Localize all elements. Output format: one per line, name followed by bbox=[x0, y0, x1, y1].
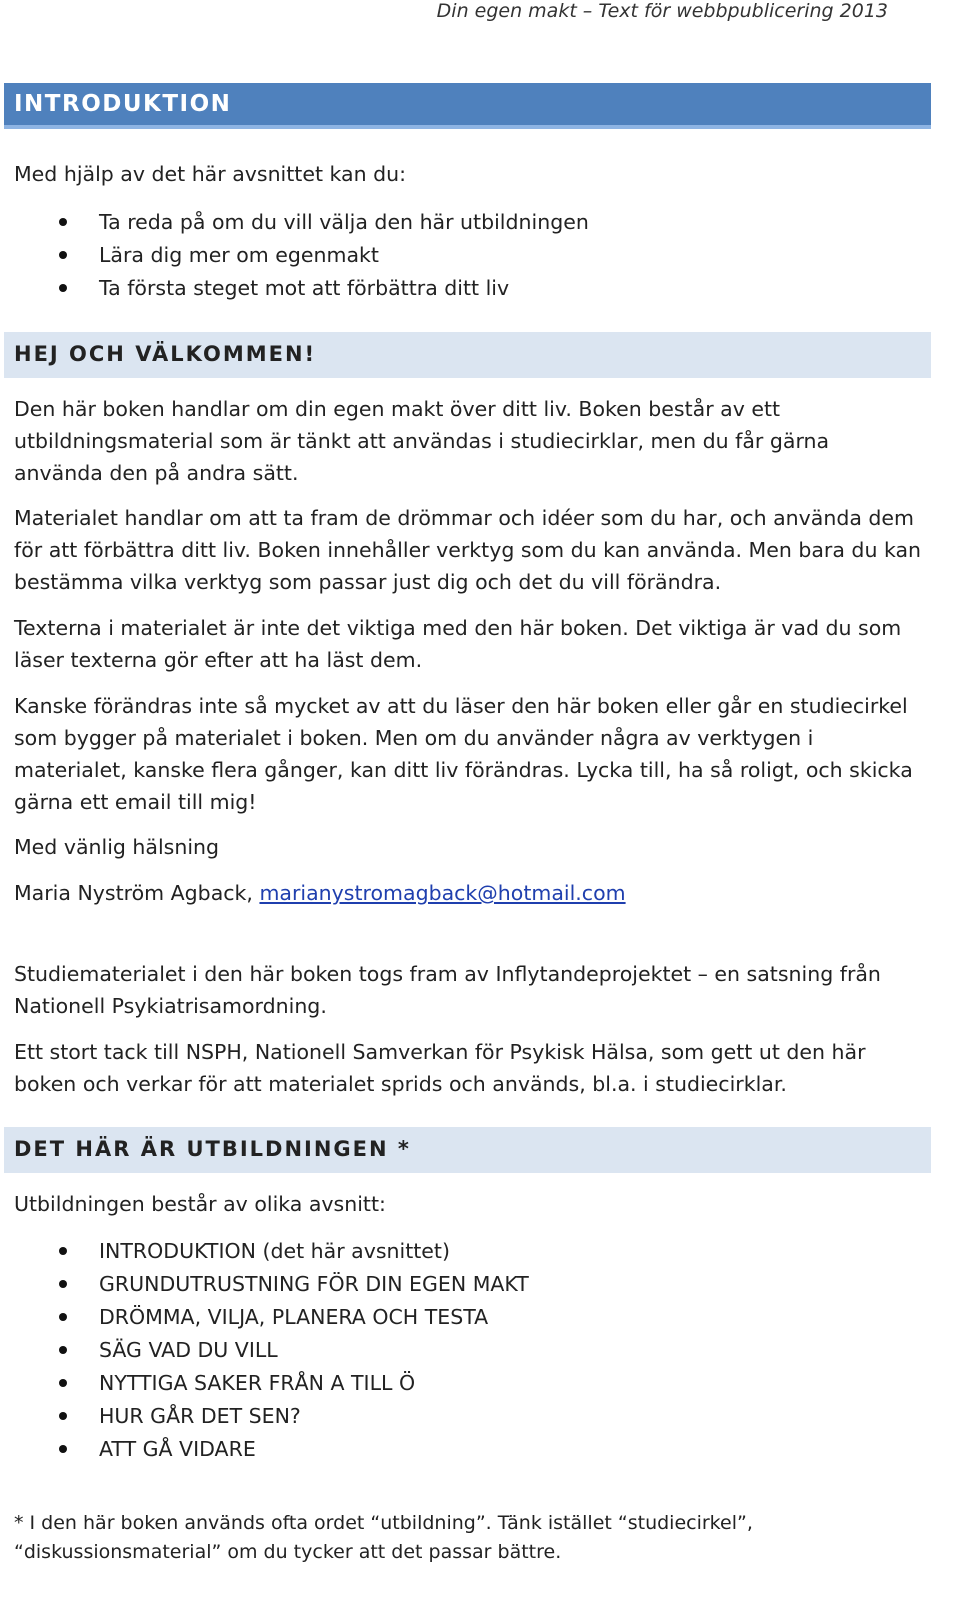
section-item-2: GRUNDUTRUSTNING FÖR DIN EGEN MAKT bbox=[99, 1272, 529, 1296]
intro-bullet-2: Lära dig mer om egenmakt bbox=[99, 243, 379, 267]
signature-name: Maria Nyström Agback, bbox=[14, 881, 253, 905]
section-item-4: SÄG VAD DU VILL bbox=[99, 1338, 278, 1362]
running-header: Din egen makt – Text för webbpublicering 2013 bbox=[436, 0, 888, 22]
section-item-1: INTRODUKTION (det här avsnittet) bbox=[99, 1239, 450, 1263]
education-lead: Utbildningen består av olika avsnitt: bbox=[14, 1192, 386, 1216]
section-item-7: ATT GÅ VIDARE bbox=[99, 1437, 256, 1461]
bullet-icon bbox=[59, 251, 67, 259]
section-item-3: DRÖMMA, VILJA, PLANERA OCH TESTA bbox=[99, 1305, 489, 1329]
email-link[interactable]: marianystromagback@hotmail.com bbox=[259, 881, 626, 905]
bullet-icon bbox=[59, 284, 67, 292]
intro-lead: Med hjälp av det här avsnittet kan du: bbox=[14, 162, 406, 186]
section-item-5: NYTTIGA SAKER FRÅN A TILL Ö bbox=[99, 1371, 416, 1395]
bullet-icon bbox=[59, 218, 67, 226]
bullet-icon bbox=[59, 1280, 67, 1288]
intro-heading: INTRODUKTION bbox=[14, 91, 232, 117]
welcome-paragraph-2: Materialet handlar om att ta fram de drömmar och idéer som du har, och använda dem för att förbättra ditt liv. Boken innehåller verktyg som du kan använda. Men bara du kan bestämma vilka verktyg som passar just dig och det du vill förändra. bbox=[14, 506, 922, 594]
signature bbox=[14, 877, 924, 909]
footnote: * I den här boken används ofta ordet “utbildning”. Tänk istället “studiecirkel”, “diskussionsmaterial” om du tycker att det passar bättre. bbox=[14, 1512, 753, 1563]
bullet-icon bbox=[59, 1247, 67, 1255]
intro-bullet-3: Ta första steget mot att förbättra ditt liv bbox=[99, 276, 510, 300]
bullet-icon bbox=[59, 1313, 67, 1321]
credits-paragraph-2: Ett stort tack till NSPH, Nationell Samverkan för Psykisk Hälsa, som gett ut den här boken och verkar för att materialet sprids och används, bl.a. i studiecirklar. bbox=[14, 1040, 866, 1096]
bullet-icon bbox=[59, 1346, 67, 1354]
bullet-icon bbox=[59, 1412, 67, 1420]
welcome-paragraph-3: Texterna i materialet är inte det viktiga med den här boken. Det viktiga är vad du som läser texterna gör efter att ha läst dem. bbox=[14, 616, 902, 672]
bullet-icon bbox=[59, 1445, 67, 1453]
welcome-paragraph-4: Kanske förändras inte så mycket av att du läser den här boken eller går en studiecirkel som bygger på materialet i boken. Men om du använder några av verktygen i materialet, kanske flera gånger, kan ditt liv förändras. Lycka till, ha så roligt, och skicka gärna ett email till mig! bbox=[14, 694, 913, 814]
welcome-paragraph-1: Den här boken handlar om din egen makt över ditt liv. Boken består av ett utbildningsmaterial som är tänkt att användas i studiecirklar, men du får gärna använda den på andra sätt. bbox=[14, 397, 830, 485]
greeting: Med vänlig hälsning bbox=[14, 835, 220, 859]
welcome-heading: HEJ OCH VÄLKOMMEN! bbox=[14, 342, 317, 366]
bullet-icon bbox=[59, 1379, 67, 1387]
credits-paragraph-1: Studiematerialet i den här boken togs fram av Inflytandeprojektet – en satsning från Nationell Psykiatrisamordning. bbox=[14, 962, 881, 1018]
section-item-6: HUR GÅR DET SEN? bbox=[99, 1404, 301, 1428]
intro-bullet-1: Ta reda på om du vill välja den här utbildningen bbox=[99, 210, 589, 234]
education-heading: DET HÄR ÄR UTBILDNINGEN * bbox=[14, 1137, 411, 1161]
